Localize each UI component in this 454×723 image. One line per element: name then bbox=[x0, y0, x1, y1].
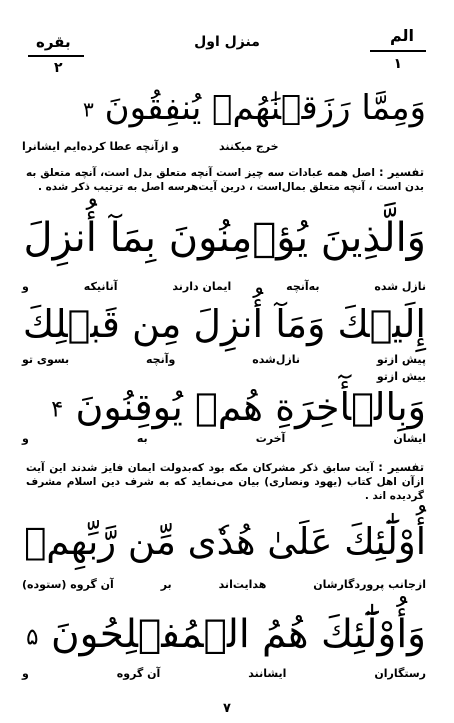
verse-number: ۵ bbox=[26, 622, 39, 651]
word-translation-row bbox=[22, 370, 426, 383]
translation-word: آخرت bbox=[255, 432, 286, 445]
verse-words: وَالَّذِينَ يُؤۡمِنُونَ بِمَآ أُنزِلَ bbox=[23, 215, 426, 261]
translation-word: ایمان دارند bbox=[172, 280, 232, 293]
juz-number: ۱ bbox=[393, 56, 402, 72]
manzil-title: منزل اول bbox=[194, 34, 260, 50]
verse-text bbox=[22, 215, 426, 261]
translation-word: ایشان bbox=[393, 432, 426, 445]
translation-word: و bbox=[22, 432, 29, 445]
verse-number: ۴ bbox=[51, 396, 64, 423]
translation-word: هدایت‌اند bbox=[218, 578, 267, 591]
word-translation-row bbox=[22, 578, 426, 591]
word-translation-row bbox=[22, 432, 426, 445]
header-rule-left bbox=[28, 55, 84, 57]
translation-word: رستگاران bbox=[374, 667, 426, 680]
translation-word: پیش ازتو bbox=[376, 353, 426, 366]
translation-word: بر bbox=[160, 578, 172, 591]
verse-words: أُوْلَٰٓئِكَ عَلَىٰ هُدٗى مِّن رَّبِّهِمۡ bbox=[24, 520, 426, 563]
translation-word: به bbox=[136, 432, 148, 445]
juz-name: الم bbox=[389, 26, 414, 45]
translation-word: بیش ازتو bbox=[376, 370, 426, 383]
tafsir-text: اصل همه عبادات سه چیز است آنچه متعلق بدل است، آنچه متعلق به بدن است ، آنچه متعلق بمال‌است ، درین آیت‌هرسه اصل به ترتیب ذکر شده . bbox=[26, 167, 424, 193]
surah-name: بقره bbox=[36, 33, 71, 51]
translation-word: به‌آنچه bbox=[286, 280, 320, 293]
verse-text bbox=[22, 520, 426, 563]
page-number: ۷ bbox=[223, 701, 231, 716]
translation-word: ایشانند bbox=[248, 667, 287, 680]
translation-word: بسوی تو bbox=[22, 353, 70, 366]
translation-word: نازل شده bbox=[374, 280, 426, 293]
verse-text bbox=[22, 612, 426, 657]
translation-word: نازل‌شده bbox=[252, 353, 301, 366]
verse-words: وَأُوْلَٰٓئِكَ هُمُ الۡمُفۡلِحُونَ bbox=[50, 612, 426, 657]
translation-word: آن گروه (ستوده) bbox=[22, 578, 114, 591]
translation-word: آنانیکه bbox=[83, 280, 118, 293]
translation-word: وآنچه bbox=[146, 353, 176, 366]
verse-words: وَبِالۡأٓخِرَةِ هُمۡ يُوقِنُونَ bbox=[75, 385, 426, 429]
tafsir-block bbox=[26, 165, 424, 194]
word-translation-row bbox=[22, 280, 426, 293]
tafsir-text: آیت سابق ذکر مشرکان مکه بود که‌بدولت ایمان فایز شدند این آیت ازآن اهل کتاب (یهود ونصاری) بیان می‌نماید که به شرف دین اسلام مشرف گردیده اند . bbox=[26, 462, 424, 502]
verse-text bbox=[22, 88, 426, 128]
translation-word: ازجانب پروردگارشان bbox=[313, 578, 426, 591]
surah-number: ۲ bbox=[54, 60, 63, 76]
translation-word: آن گروه bbox=[116, 667, 161, 680]
translation-word: و bbox=[22, 667, 29, 680]
word-translation-row bbox=[22, 353, 426, 366]
verse-words: وَمِمَّا رَزَقۡنَٰهُمۡ يُنفِقُونَ bbox=[104, 88, 426, 128]
translation-word: خرج میکنند bbox=[219, 140, 279, 153]
translation-word: و bbox=[22, 280, 29, 293]
header-rule-right bbox=[370, 50, 426, 52]
verse-number: ۳ bbox=[82, 97, 94, 122]
verse-text bbox=[22, 385, 426, 429]
translation-word: و ازآنچه عطا کرده‌ایم ایشانرا bbox=[22, 140, 179, 153]
tafsir-block bbox=[26, 460, 424, 503]
tafsir-label: تفسیر : bbox=[378, 165, 425, 179]
tafsir-label: تفسیر : bbox=[378, 460, 425, 474]
verse-text bbox=[22, 302, 426, 346]
verse-words: إِلَيۡكَ وَمَآ أُنزِلَ مِن قَبۡلِكَ bbox=[22, 302, 426, 346]
word-translation-row bbox=[22, 140, 426, 153]
word-translation-row bbox=[22, 667, 426, 680]
